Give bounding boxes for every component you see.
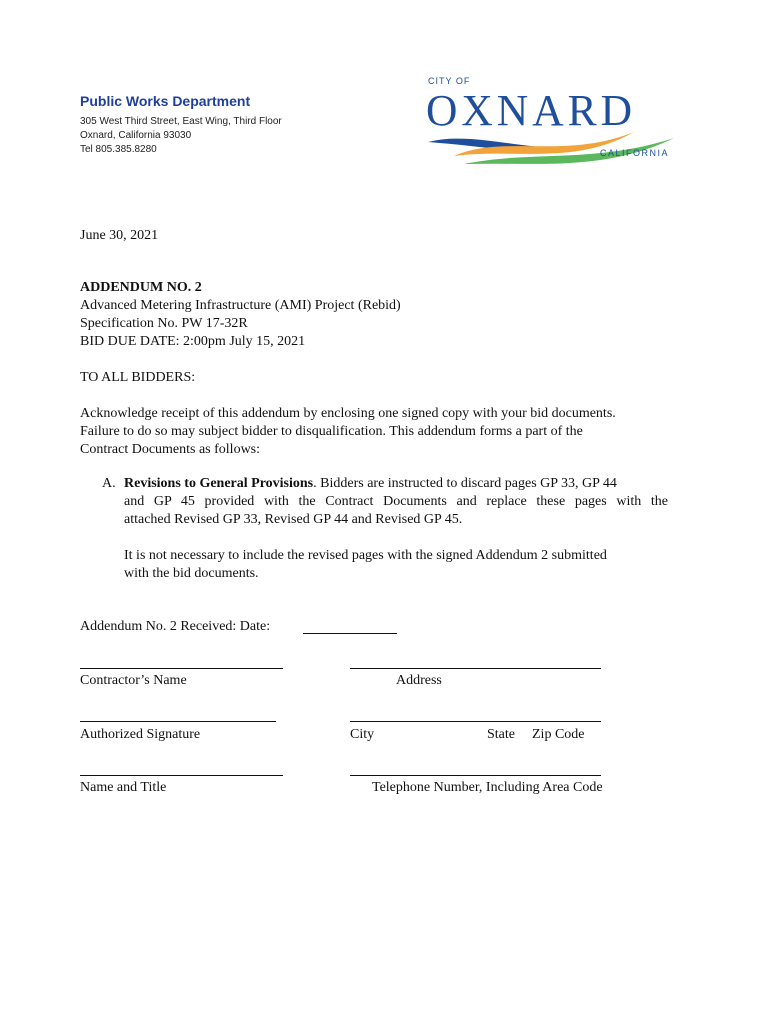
item-a-line-2: and GP 45 provided with the Contract Documents and replace these pages with the — [124, 494, 668, 509]
name-title-field[interactable] — [80, 775, 283, 776]
authorized-signature-field[interactable] — [80, 721, 276, 722]
contractor-name-field[interactable] — [80, 668, 283, 669]
logo-state: CALIFORNIA — [600, 148, 670, 158]
address-label: Address — [396, 673, 442, 688]
authorized-signature-label: Authorized Signature — [80, 727, 201, 742]
item-a-note-line-2: with the bid documents. — [124, 566, 259, 581]
item-a-note-line-1: It is not necessary to include the revised pages with the signed Addendum 2 submitted — [124, 548, 607, 563]
state-label: State — [487, 727, 515, 742]
intro-line-3: Contract Documents as follows: — [80, 442, 261, 457]
city-logo — [424, 72, 680, 176]
city-label: City — [350, 727, 375, 742]
contractor-name-label: Contractor’s Name — [80, 673, 187, 688]
telephone-field[interactable] — [350, 775, 601, 776]
logo-city-of: CITY OF — [428, 76, 471, 86]
address-line-1: 305 West Third Street, East Wing, Third Floor — [80, 116, 282, 127]
logo-name: OXNARD — [426, 86, 636, 135]
specification-number: Specification No. PW 17-32R — [80, 316, 248, 331]
item-a-line-1-rest: . Bidders are instructed to discard pages GP 33, GP 44 — [313, 476, 617, 491]
phone-number: Tel 805.385.8280 — [80, 144, 157, 155]
item-a-line-1 — [124, 475, 617, 493]
item-a-line-3: attached Revised GP 33, Revised GP 44 and Revised GP 45. — [124, 512, 463, 527]
name-title-label: Name and Title — [80, 780, 167, 795]
zip-code-label: Zip Code — [532, 727, 585, 742]
receipt-date-label: Addendum No. 2 Received: Date: — [80, 619, 271, 634]
address-line-2: Oxnard, California 93030 — [80, 130, 192, 141]
letter-date: June 30, 2021 — [80, 228, 159, 243]
salutation: TO ALL BIDDERS: — [80, 370, 196, 385]
telephone-label: Telephone Number, Including Area Code — [372, 780, 603, 795]
department-name: Public Works Department — [80, 93, 251, 109]
addendum-title: ADDENDUM NO. 2 — [80, 280, 202, 295]
item-a-heading: Revisions to General Provisions — [124, 476, 314, 491]
bid-due-label: BID DUE DATE: — [80, 334, 180, 349]
intro-line-2: Failure to do so may subject bidder to disqualification. This addendum forms a part of the — [80, 424, 583, 439]
receipt-date-field[interactable] — [303, 633, 397, 634]
address-field[interactable] — [350, 668, 601, 669]
city-state-zip-field[interactable] — [350, 721, 601, 722]
bid-due-value: 2:00pm July 15, 2021 — [179, 334, 306, 349]
project-name: Advanced Metering Infrastructure (AMI) Project (Rebid) — [80, 298, 401, 313]
item-a-marker: A. — [102, 476, 116, 491]
intro-line-1: Acknowledge receipt of this addendum by enclosing one signed copy with your bid documents. — [80, 406, 616, 421]
bid-due-date — [80, 333, 305, 351]
